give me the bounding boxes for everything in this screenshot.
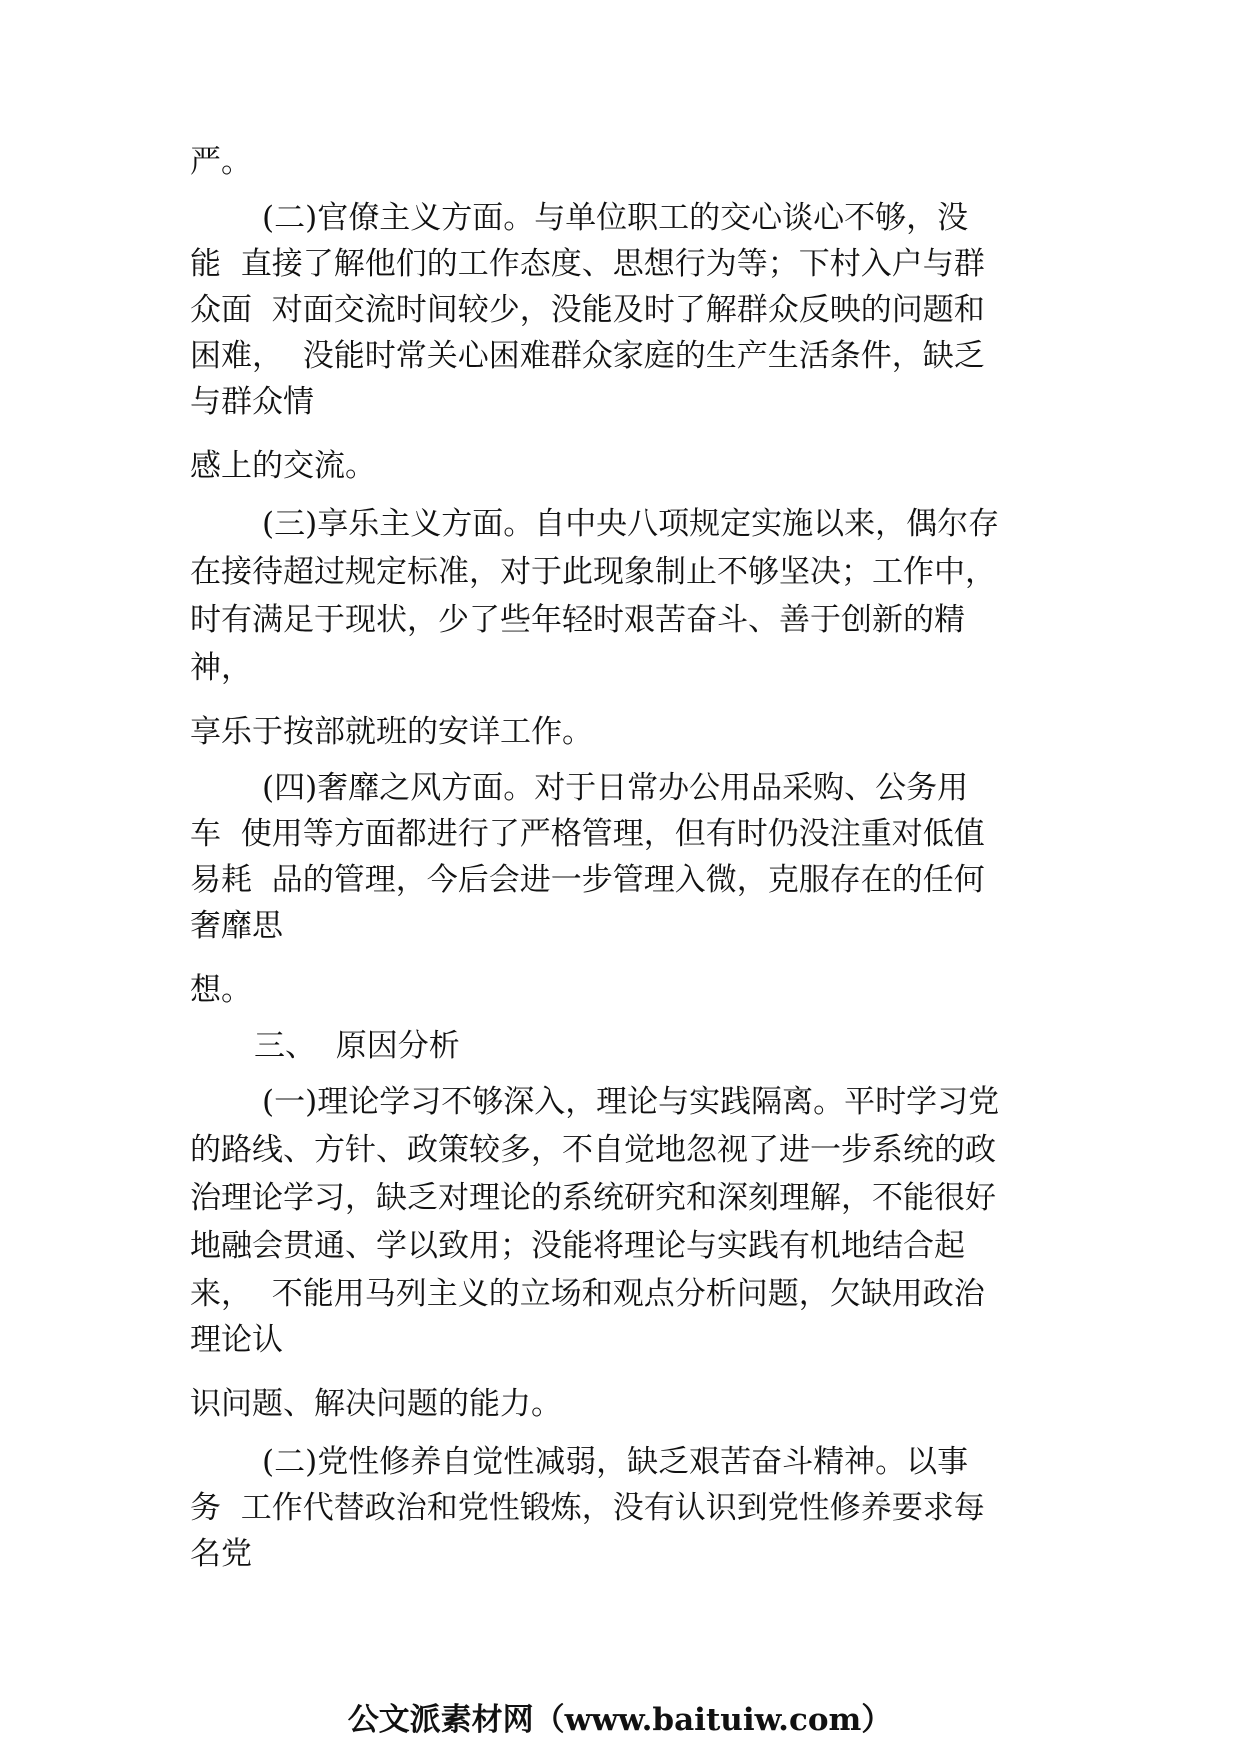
text-line: 与群众情 bbox=[190, 384, 314, 420]
text-line: 众面 对面交流时间较少，没能及时了解群众反映的问题和 bbox=[190, 292, 985, 328]
text-line: (二)党性修养自觉性减弱，缺乏艰苦奋斗精神。以事 bbox=[262, 1444, 969, 1480]
footer-watermark-text: 公文派素材网（www.baituiw.com） bbox=[347, 1702, 893, 1738]
text-line: 地融会贯通、学以致用；没能将理论与实践有机地结合起 bbox=[190, 1228, 965, 1264]
text-line: 理论认 bbox=[190, 1322, 283, 1358]
text-line: 困难， 没能时常关心困难群众家庭的生产生活条件，缺乏 bbox=[190, 338, 985, 374]
text-line: 的路线、方针、政策较多，不自觉地忽视了进一步系统的政 bbox=[190, 1132, 996, 1168]
text-line: 时有满足于现状，少了些年轻时艰苦奋斗、善于创新的精 bbox=[190, 602, 965, 638]
text-line: 严。 bbox=[190, 144, 252, 180]
section-heading: 三、 原因分析 bbox=[254, 1028, 460, 1064]
text-line: 车 使用等方面都进行了严格管理，但有时仍没注重对低值 bbox=[190, 816, 985, 852]
text-line: 名党 bbox=[190, 1536, 252, 1572]
text-line: 能 直接了解他们的工作态度、思想行为等；下村入户与群 bbox=[190, 246, 985, 282]
text-line: 识问题、解决问题的能力。 bbox=[190, 1386, 562, 1422]
text-line: 想。 bbox=[190, 972, 252, 1008]
text-line: (一)理论学习不够深入，理论与实践隔离。平时学习党 bbox=[262, 1084, 1000, 1120]
text-line: 来， 不能用马列主义的立场和观点分析问题，欠缺用政治 bbox=[190, 1276, 985, 1312]
text-line: (三)享乐主义方面。自中央八项规定实施以来，偶尔存 bbox=[262, 506, 1000, 542]
text-line: 在接待超过规定标准，对于此现象制止不够坚决；工作中， bbox=[190, 554, 996, 590]
text-line: (二)官僚主义方面。与单位职工的交心谈心不够，没 bbox=[262, 200, 969, 236]
text-line: 易耗 品的管理，今后会进一步管理入微，克服存在的任何 bbox=[190, 862, 985, 898]
text-line: 务 工作代替政治和党性锻炼，没有认识到党性修养要求每 bbox=[190, 1490, 985, 1526]
text-line: 享乐于按部就班的安详工作。 bbox=[190, 714, 593, 750]
text-line: 治理论学习，缺乏对理论的系统研究和深刻理解，不能很好 bbox=[190, 1180, 996, 1216]
text-line: (四)奢靡之风方面。对于日常办公用品采购、公务用 bbox=[262, 770, 969, 806]
text-line: 感上的交流。 bbox=[190, 448, 376, 484]
text-line: 奢靡思 bbox=[190, 908, 283, 944]
text-line: 神， bbox=[190, 650, 252, 686]
